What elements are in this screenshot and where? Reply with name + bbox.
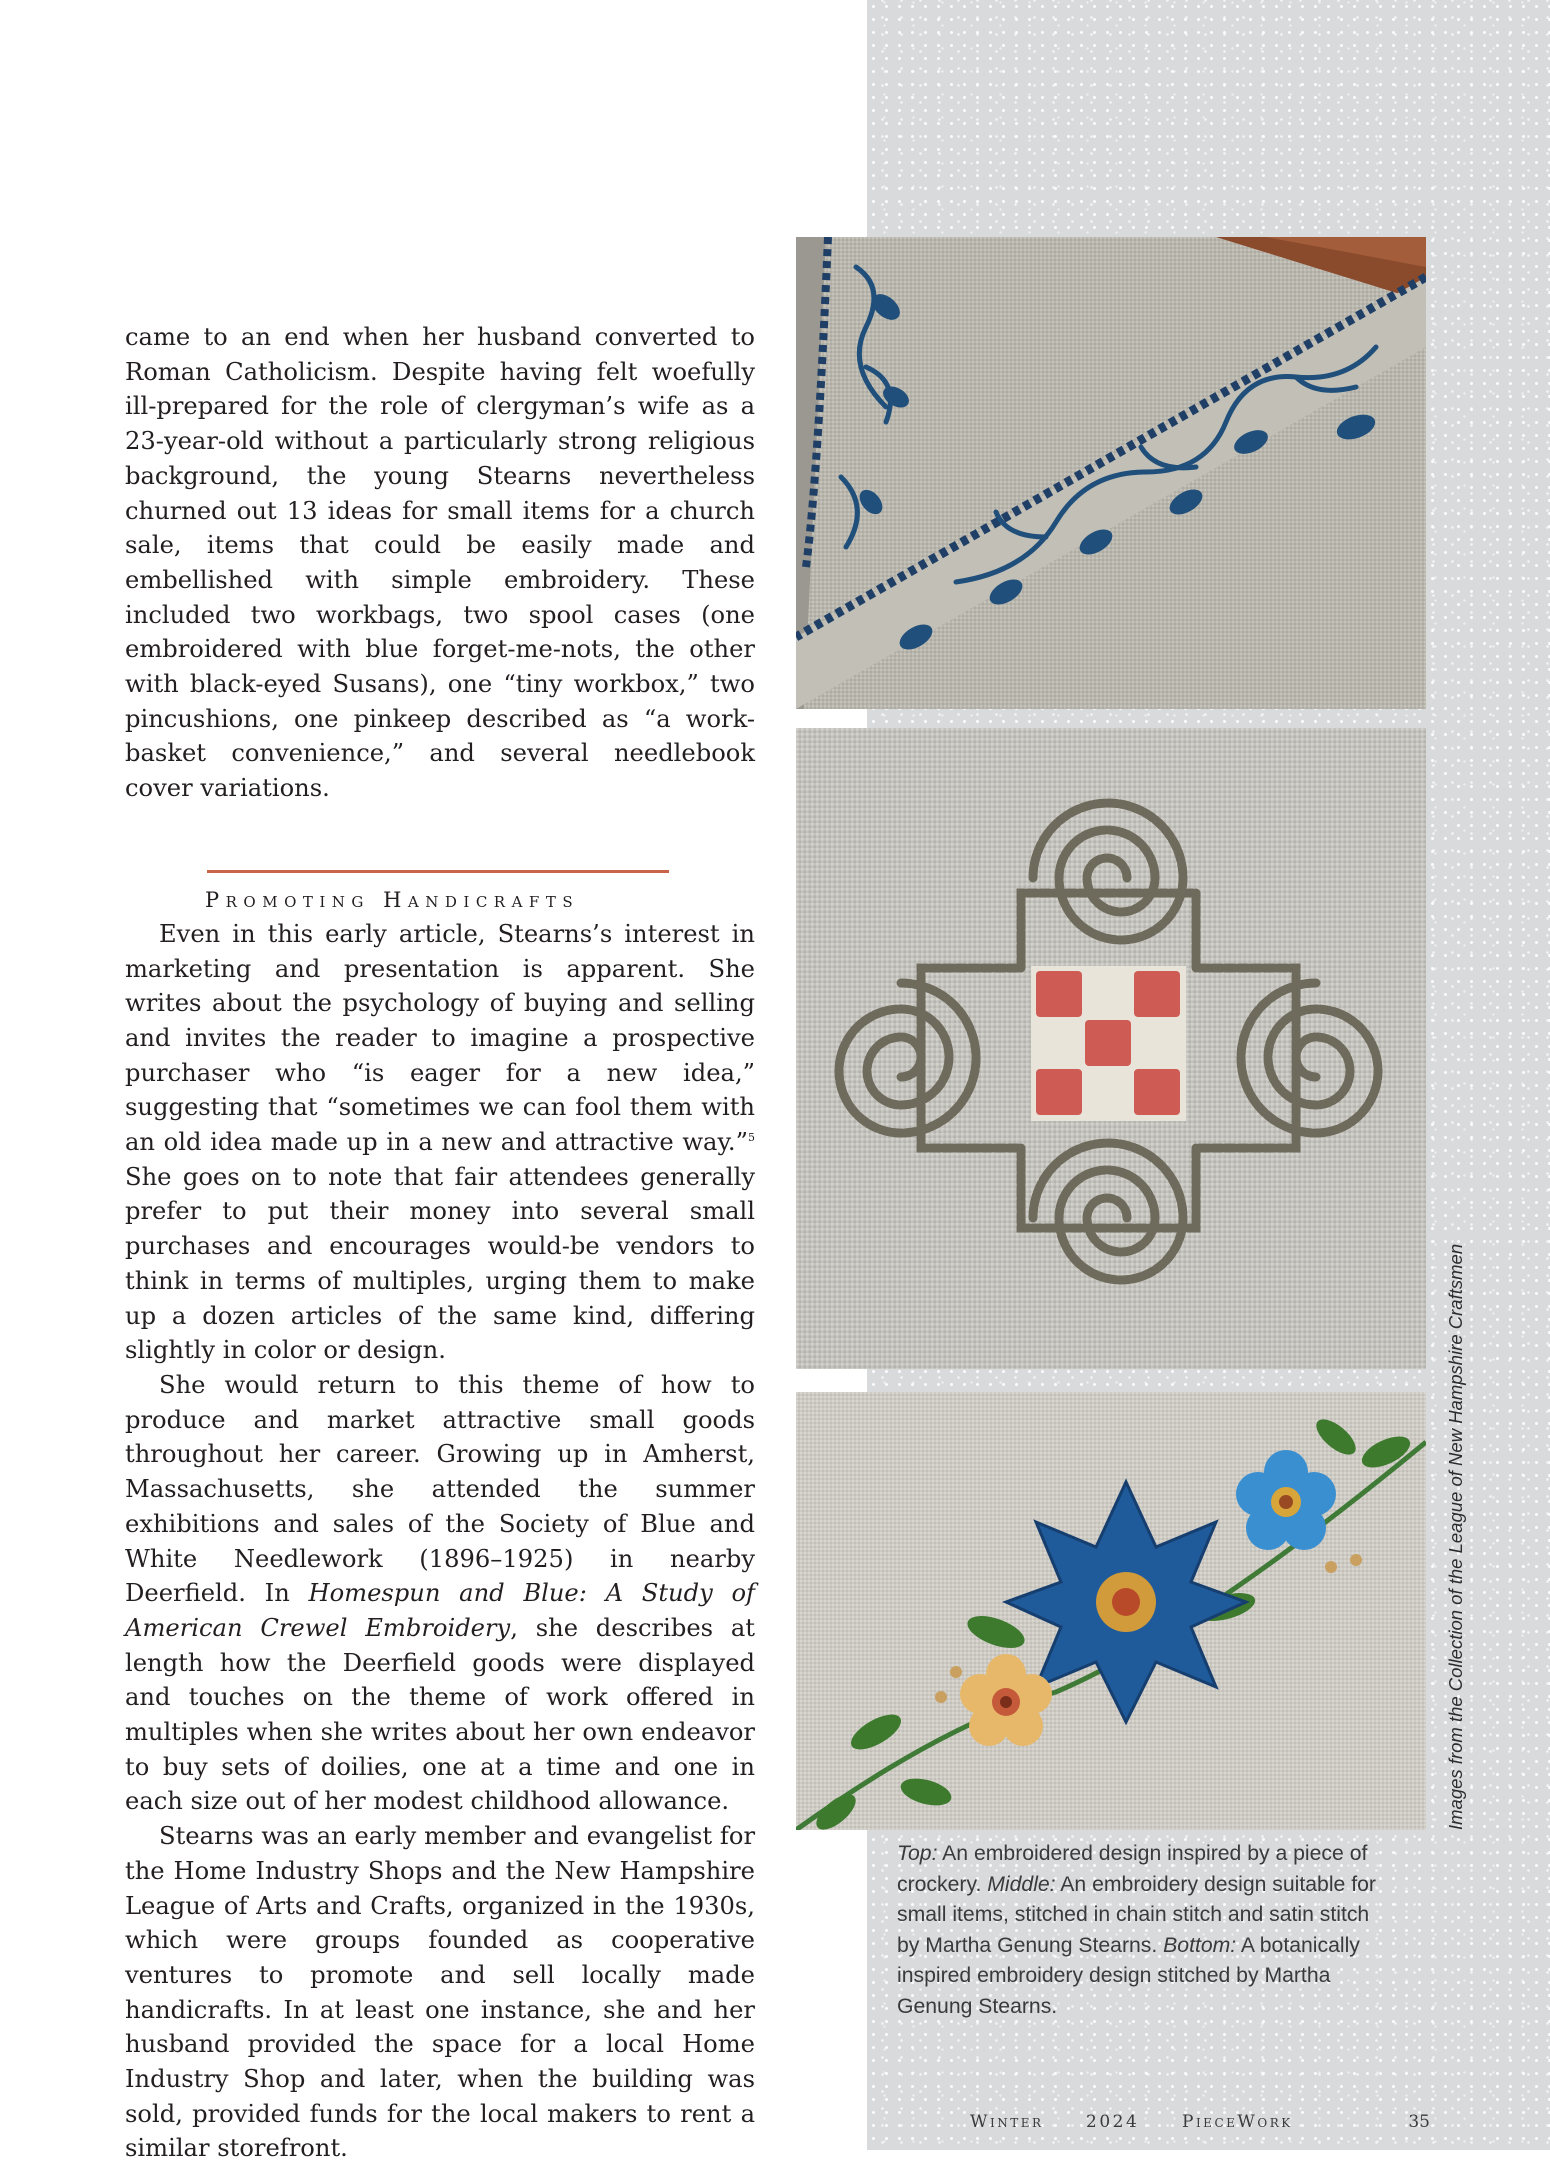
photo-caption: [897, 1839, 1377, 2022]
paragraph-3: [125, 1368, 755, 1819]
paragraph-2-continued: She goes on to note that fair attendees generally prefer to put their money into several small purchases and encourages would-be vendors to think in terms of multiples, urging them to make up a dozen articles of the same kind, differing slightly in color or design.: [125, 1162, 755, 1365]
paragraph-4: Stearns was an early member and evangelist for the Home Industry Shops and the New Hampshire League of Arts and Crafts, organized in the 1930s, which were groups founded as cooperative ventures to promote and sell locally made handicrafts. In at least one instance, she and her husband provided the space for a local Home Industry Shop and later, when the building was sold, provided funds for the local makers to rent a similar storefront.: [125, 1822, 755, 2163]
footer-magazine: PieceWork: [1182, 2112, 1293, 2132]
photo-middle-spiral-embroidery: [796, 728, 1426, 1369]
paragraph-2: [125, 917, 755, 1368]
paragraph-1: came to an end when her husband converted to Roman Catholicism. Despite having felt woefully ill-prepared for the role of clergyman’s wife as a 23-year-old without a particularly strong religious background, the young Stearns nevertheless churned out 13 ideas for small items for a church sale, items that could be easily made and embellished with simple embroidery. These included two workbags, two spool cases (one embroidered with blue forget-me-nots, the other with black-eyed Susans), one “tiny workbox,” two pincushions, one pinkeep described as “a work-basket convenience,” and several needlebook cover variations.: [125, 323, 755, 803]
paragraph-2-text: Even in this early article, Stearns’s interest in marketing and presentation is apparent. She writes about the psychology of buying and selling and invites the reader to imagine a prospective purchaser who “is eager for a new idea,” suggesting that “sometimes we can fool them with an old idea made up in a new and attractive way.”: [125, 919, 755, 1157]
article-body: [125, 320, 755, 2166]
photo-bottom-floral-embroidery: [796, 1392, 1426, 1830]
caption-bottom-label: Bottom:: [1163, 1933, 1237, 1957]
photo-top-blue-scroll-embroidery: [796, 237, 1426, 709]
caption-middle-text: An embroidery design suitable for small items, stitched in chain stitch and satin stitch by Martha Genung Stearns.: [897, 1872, 1376, 1957]
caption-bottom-text: A botanically inspired embroidery design stitched by Martha Genung Stearns.: [897, 1933, 1360, 2018]
footnote-marker: 5: [748, 1131, 755, 1144]
paragraph-3-text-b: , she describes at length how the Deerfield goods were displayed and touches on the theme of work offered in multiples when she writes about her own endeavor to buy sets of doilies, one at a time and one in each size out of her modest childhood allowance.: [125, 1613, 755, 1816]
section-heading: Promoting Handicrafts: [205, 887, 580, 912]
section-rule: [207, 870, 669, 873]
photo-credit: Images from the Collection of the League of New Hampshire Craftsmen: [1445, 1243, 1466, 1830]
caption-middle-label: Middle:: [987, 1872, 1056, 1896]
page-footer: [970, 2112, 1430, 2132]
book-title: Homespun and Blue: A Study of American Crewel Embroidery: [125, 1579, 755, 1642]
paragraph-3-text-a: She would return to this theme of how to produce and market attractive small goods throughout her career. Growing up in Amherst, Massachusetts, she attended the summer exhibitions and sales of the Society of Blue and White Needlework (1896–1925) in nearby Deerfield. In: [125, 1370, 755, 1608]
caption-top-label: Top:: [897, 1842, 938, 1865]
page-number: 35: [1408, 2112, 1430, 2132]
caption-top-text: An embroidered design inspired by a piece of crockery.: [897, 1842, 1368, 1896]
footer-season: Winter: [970, 2112, 1044, 2132]
footer-year: 2024: [1086, 2112, 1140, 2132]
